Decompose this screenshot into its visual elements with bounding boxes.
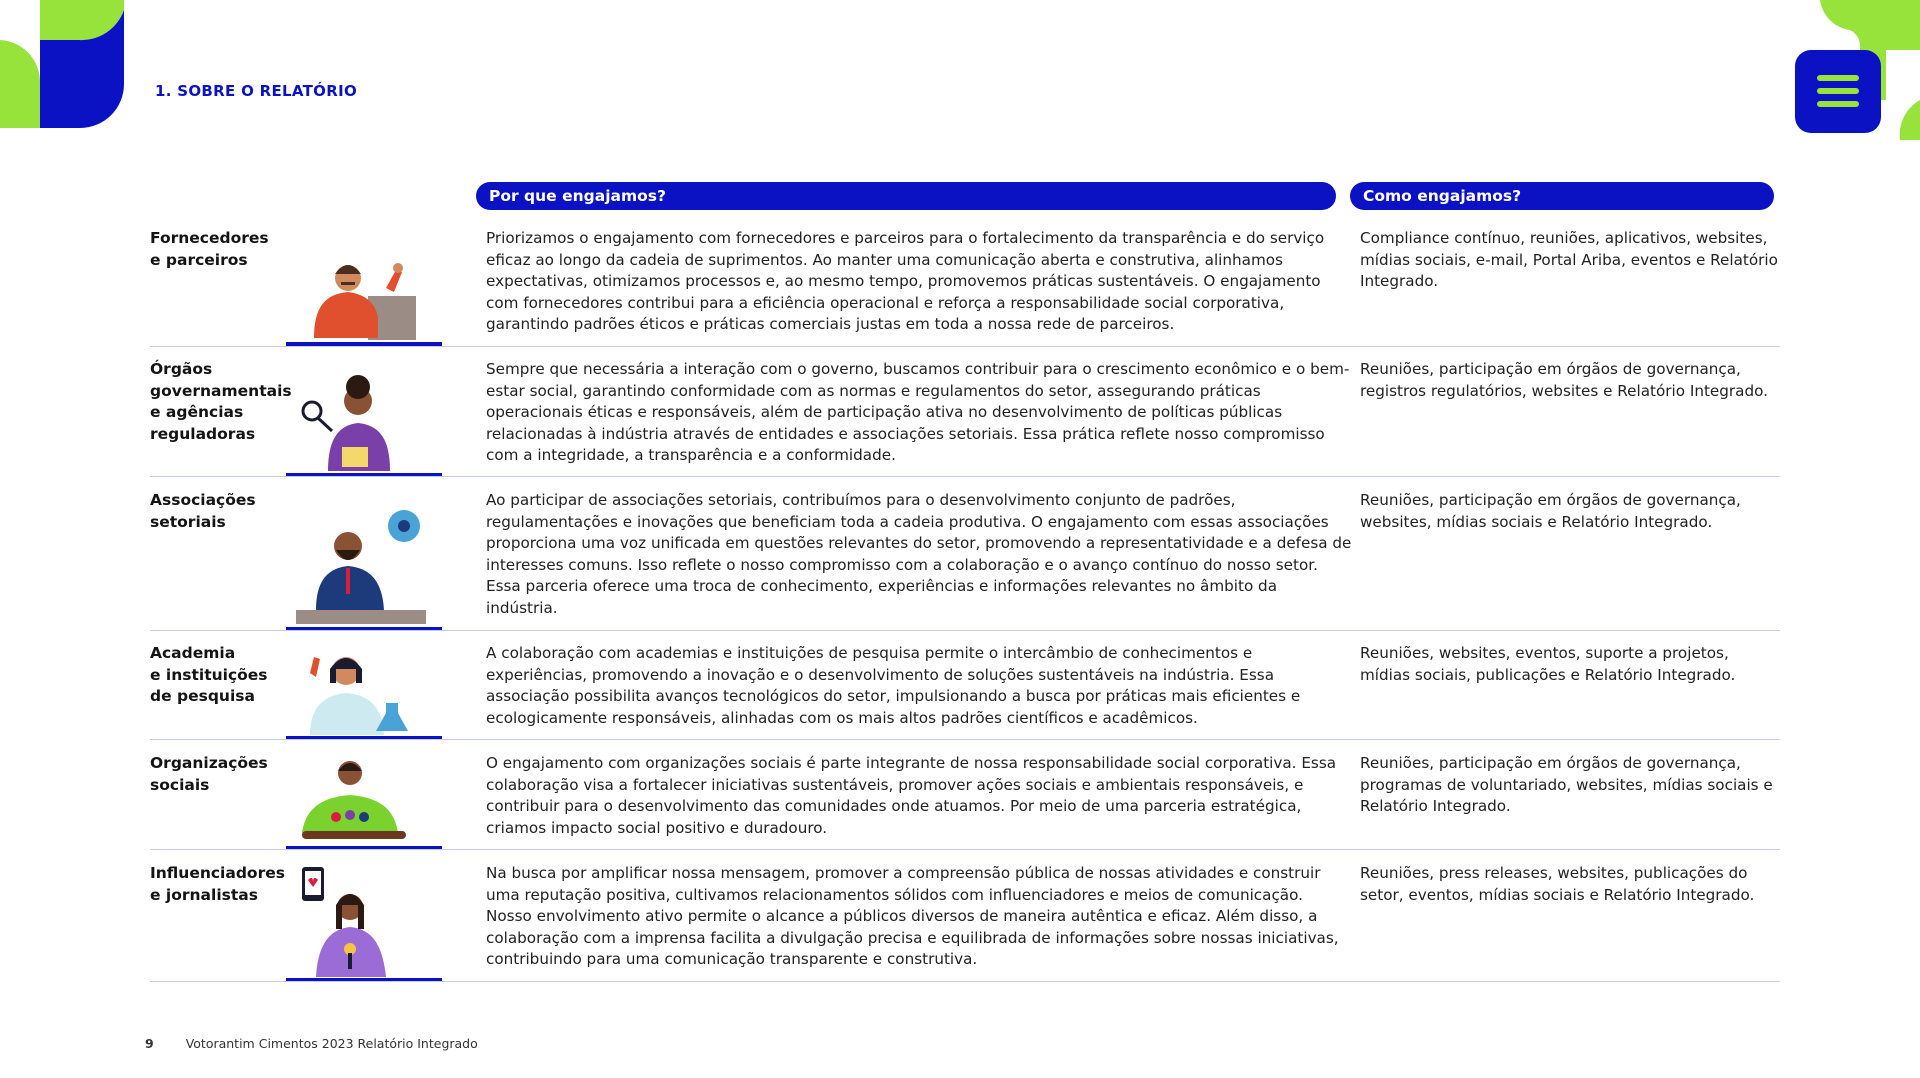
section-title: 1. SOBRE O RELATÓRIO <box>155 82 358 100</box>
table-row <box>150 753 1780 850</box>
table-row <box>150 228 1780 347</box>
footer <box>145 1036 478 1051</box>
supplier-illustration <box>286 248 446 346</box>
menu-button[interactable] <box>1795 50 1881 133</box>
stakeholder-name: Academia e instituições de pesquisa <box>150 644 268 705</box>
stakeholder-name: Influenciadores e jornalistas <box>150 864 285 904</box>
stakeholder-name: Fornecedores e parceiros <box>150 229 269 269</box>
header-how: Como engajamos? <box>1350 182 1774 210</box>
how-text: Compliance contínuo, reuniões, aplicativos, websites, mídias sociais, e-mail, Portal Ariba, eventos e Relatório Integrado. <box>1360 229 1778 290</box>
header-why: Por que engajamos? <box>476 182 1336 210</box>
stakeholder-name: Associações setoriais <box>150 491 256 531</box>
footer-title: Votorantim Cimentos 2023 Relatório Integrado <box>185 1036 478 1051</box>
how-text: Reuniões, participação em órgãos de governança, websites, mídias sociais e Relatório Integrado. <box>1360 491 1741 531</box>
why-text: A colaboração com academias e instituições de pesquisa permite o intercâmbio de conhecimentos e experiências, promovendo a inovação e o desenvolvimento de soluções sustentáveis na indústria. Essa associação possibilita avanços tecnológicos do setor, impulsionando a busca por práticas mais eficientes e ecologicamente responsáveis, alinhadas com os mais altos padrões científicos e acadêmicos. <box>486 644 1301 727</box>
stakeholder-name: Organizações sociais <box>150 754 268 794</box>
table-row <box>150 863 1780 982</box>
why-text: Sempre que necessária a interação com o governo, buscamos contribuir para o crescimento econômico e o bem-estar social, garantindo conformidade com as normas e regulamentos do setor, assegurando práticas operacionais éticas e responsáveis, além de participação ativa no desenvolvimento de políticas públicas relacionadas à indústria através de entidades e associações setoriais. Essa prática reflete nosso compromisso com a integridade, a transparência e a conformidade. <box>486 360 1350 464</box>
government-illustration <box>286 367 446 477</box>
how-text: Reuniões, participação em órgãos de governança, registros regulatórios, websites e Relatório Integrado. <box>1360 360 1768 400</box>
table-row <box>150 490 1780 631</box>
how-text: Reuniões, participação em órgãos de governança, programas de voluntariado, websites, mídias sociais e Relatório Integrado. <box>1360 754 1773 815</box>
how-text: Reuniões, websites, eventos, suporte a projetos, mídias sociais, publicações e Relatório Integrado. <box>1360 644 1736 684</box>
why-text: Ao participar de associações setoriais, contribuímos para o desenvolvimento conjunto de padrões, regulamentações e inovações que beneficiam toda a cadeia produtiva. O engajamento com essas associações proporciona uma voz unificada em questões relevantes do setor, promovendo a representatividade e a defesa de interesses comuns. Isso reflete o nosso compromisso com a colaboração e o avanço contínuo do nosso setor. Essa parceria oferece uma troca de conhecimento, experiências e informações relevantes no âmbito da indústria. <box>486 491 1352 617</box>
why-text: O engajamento com organizações sociais é parte integrante de nossa responsabilidade social corporativa. Essa colaboração visa a fortalecer iniciativas sustentáveis, promover ações sociais e ambientais responsáveis, e contribuir para o desenvolvimento das comunidades onde atuamos. Por meio de uma parceria estratégica, criamos impacto social positivo e duradouro. <box>486 754 1337 837</box>
influencer-illustration <box>286 865 446 982</box>
page-number: 9 <box>145 1036 154 1051</box>
table-row <box>150 359 1780 477</box>
stakeholder-name: Órgãos governamentais e agências reguladoras <box>150 360 292 443</box>
corner-decoration-left <box>0 0 130 130</box>
how-text: Reuniões, press releases, websites, publicações do setor, eventos, mídias sociais e Relatório Integrado. <box>1360 864 1755 904</box>
table-row <box>150 643 1780 740</box>
why-text: Na busca por amplificar nossa mensagem, promover a compreensão pública de nossas atividades e construir uma reputação positiva, cultivamos relacionamentos sólidos com influenciadores e meios de comunicação. Nosso envolvimento ativo permite o alcance a públicos diversos de maneira autêntica e eficaz. Além disso, a colaboração com a imprensa facilita a divulgação precisa e equilibrada de informações sobre nossas iniciativas, contribuindo para uma comunicação transparente e construtiva. <box>486 864 1339 968</box>
social-org-illustration <box>286 753 446 850</box>
academia-illustration <box>286 643 446 740</box>
why-text: Priorizamos o engajamento com fornecedores e parceiros para o fortalecimento da transparência e do serviço eficaz ao longo da cadeia de suprimentos. Ao manter uma comunicação aberta e construtiva, alinhamos expectativas, otimizamos processos e, ao mesmo tempo, promovemos práticas sustentáveis. O engajamento com fornecedores contribui para a eficiência operacional e reforça a responsabilidade social corporativa, garantindo padrões éticos e práticas comerciais justas em toda a nossa rede de parceiros. <box>486 229 1325 333</box>
association-illustration <box>286 498 446 631</box>
